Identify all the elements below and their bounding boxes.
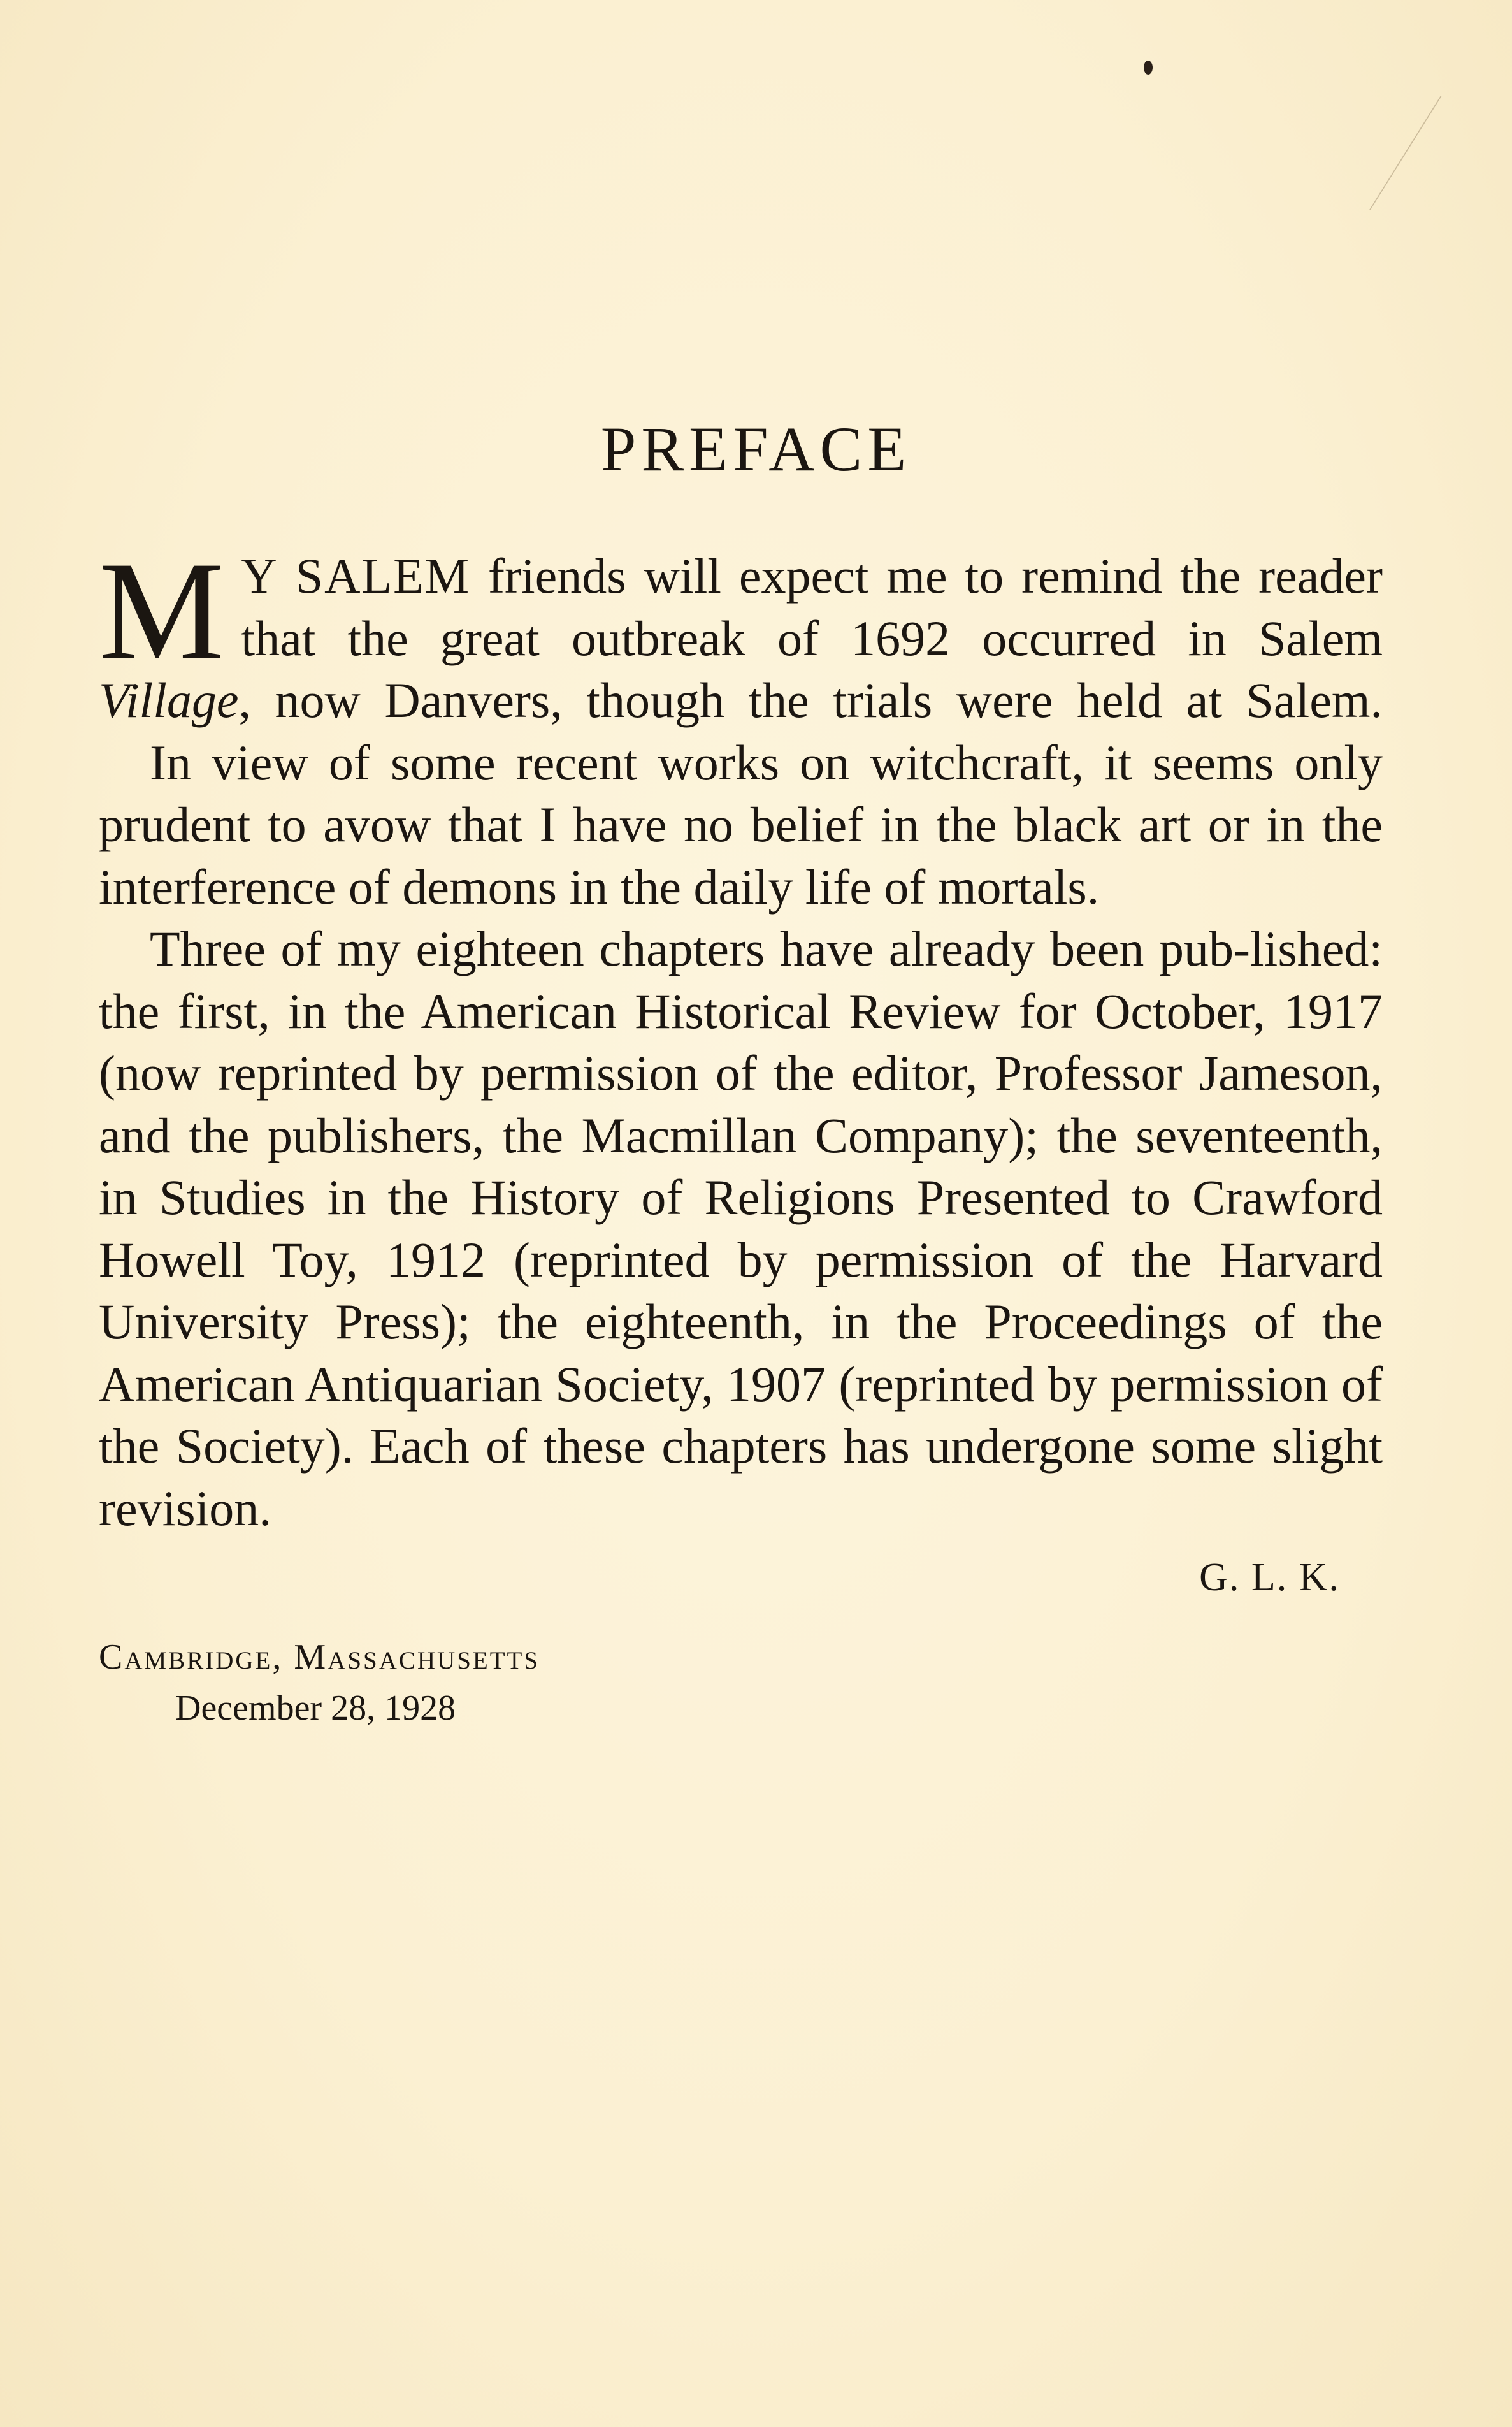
paragraph-1 xyxy=(99,533,1383,732)
date-line: December 28, 1928 xyxy=(175,1688,456,1728)
preface-body xyxy=(99,533,1383,1539)
village-italic: Village xyxy=(99,672,239,728)
paragraph-3: Three of my eighteen chapters have already been pub-lished: the first, in the American Historical Review for October, 1917 (now reprinted by permission of the editor, Professor Jameson, and the publishers, the Macmillan Company); the seventeenth, in Studies in the History of Religions Presented to Crawford Howell Toy, 1912 (reprinted by permission of the Harvard University Press); the eighteenth, in the Proceedings of the American Antiquarian Society, 1907 (reprinted by permission of the Society). Each of these chapters has undergone some slight revision. xyxy=(99,921,1383,1536)
drop-cap: M xyxy=(99,533,225,690)
paragraph-1-text-a: friends will expect me to remind the reader that the great outbreak of 1692 occurred in Salem xyxy=(241,548,1383,666)
lead-caps: Y SALEM xyxy=(241,548,471,604)
author-initials: G. L. K. xyxy=(1199,1556,1340,1599)
page-title: PREFACE xyxy=(600,414,912,484)
paragraph-1-text-b: , now Danvers, though the trials were held at Salem. xyxy=(238,672,1383,728)
paragraph-2: In view of some recent works on witchcraft, it seems only prudent to avow that I have no belief in the black art or in the interference of demons in the daily life of mortals. xyxy=(99,734,1383,915)
ink-speck xyxy=(1144,61,1153,75)
place-line: Cambridge, Massachusetts xyxy=(99,1637,540,1677)
page-crease xyxy=(1369,96,1512,210)
